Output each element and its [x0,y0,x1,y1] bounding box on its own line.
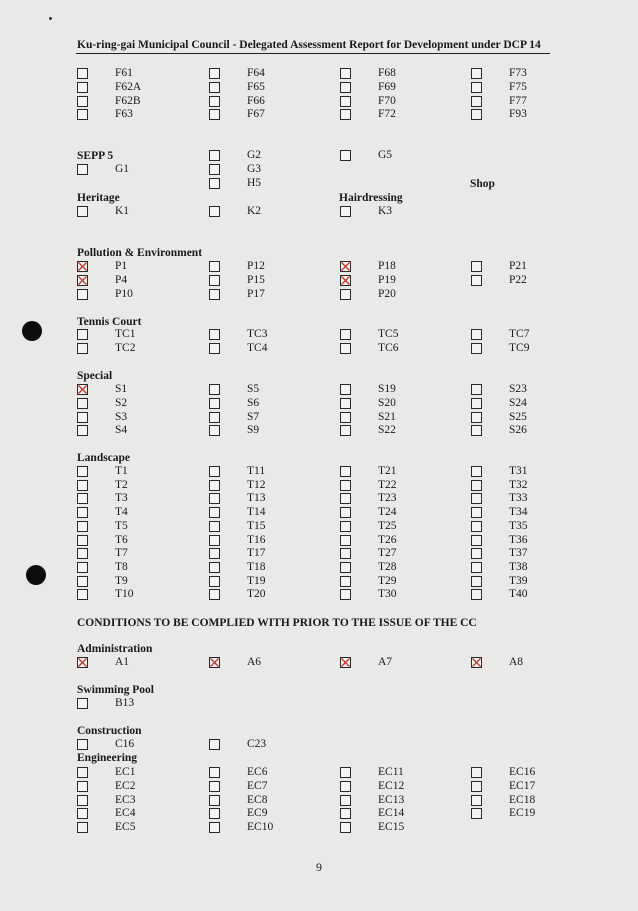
checkbox[interactable] [209,507,220,518]
condition-code: P12 [247,260,265,272]
condition-code: C23 [247,738,267,750]
checkbox[interactable] [471,657,482,668]
condition-code: F67 [247,108,265,120]
condition-code: P18 [378,260,396,272]
condition-code: T7 [115,547,128,559]
checkbox[interactable] [77,96,88,107]
checkbox[interactable] [209,96,220,107]
checkbox[interactable] [340,808,351,819]
condition-code: F62B [115,95,141,107]
condition-code: K1 [115,205,130,217]
condition-code: F68 [378,67,396,79]
condition-code: T3 [115,492,128,504]
heading-tennis-court: Tennis Court [77,316,142,328]
condition-code: T23 [378,492,397,504]
condition-code: EC10 [247,821,274,833]
condition-code: B13 [115,697,135,709]
checkbox[interactable] [340,493,351,504]
checkbox[interactable] [340,275,351,286]
condition-code: F62A [115,81,142,93]
condition-code: S20 [378,397,396,409]
condition-code: TC1 [115,328,136,340]
condition-code: EC1 [115,766,136,778]
checkbox[interactable] [340,398,351,409]
condition-code: TC2 [115,342,136,354]
condition-code: EC8 [247,794,268,806]
checkbox[interactable] [77,329,88,340]
checkbox[interactable] [471,480,482,491]
condition-code: T24 [378,506,397,518]
condition-code: F63 [115,108,133,120]
checkbox[interactable] [340,384,351,395]
x-mark-icon [341,276,350,285]
checkbox[interactable] [471,343,482,354]
condition-code: T25 [378,520,397,532]
heading-landscape: Landscape [77,452,131,464]
condition-code: S19 [378,383,396,395]
checkbox[interactable] [471,261,482,272]
checkbox[interactable] [77,822,88,833]
checkbox[interactable] [209,781,220,792]
checkbox[interactable] [209,535,220,546]
checkbox[interactable] [209,480,220,491]
condition-code: EC14 [378,807,405,819]
condition-code: S3 [115,411,128,423]
x-mark-icon [78,262,87,271]
checkbox[interactable] [209,343,220,354]
condition-code: EC12 [378,780,405,792]
checkbox[interactable] [209,795,220,806]
checkbox[interactable] [471,398,482,409]
checkbox[interactable] [77,698,88,709]
checkbox[interactable] [209,164,220,175]
condition-code: S25 [509,411,527,423]
heading-construction: Construction [77,725,142,737]
condition-code: T9 [115,575,128,587]
checkbox[interactable] [471,384,482,395]
checkbox[interactable] [209,178,220,189]
cc-conditions-title: CONDITIONS TO BE COMPLIED WITH PRIOR TO THE ISSUE OF THE CC [77,617,477,629]
checkbox[interactable] [340,548,351,559]
checkbox[interactable] [340,206,351,217]
condition-code: F69 [378,81,396,93]
checkbox[interactable] [471,589,482,600]
condition-code: T8 [115,561,128,573]
heading-swimming-pool: Swimming Pool [77,684,154,696]
condition-code: P21 [509,260,527,272]
checkbox[interactable] [209,521,220,532]
condition-code: TC4 [247,342,268,354]
checkbox[interactable] [209,109,220,120]
condition-code: T28 [378,561,397,573]
condition-code: T33 [509,492,528,504]
condition-code: T29 [378,575,397,587]
checkbox[interactable] [471,781,482,792]
condition-code: T20 [247,588,266,600]
checkbox[interactable] [340,657,351,668]
checkbox[interactable] [77,767,88,778]
scan-speck [49,17,52,20]
condition-code: F93 [509,108,527,120]
condition-code: TC9 [509,342,530,354]
checkbox[interactable] [77,739,88,750]
checkbox[interactable] [209,82,220,93]
checkbox[interactable] [209,425,220,436]
checkbox[interactable] [340,576,351,587]
condition-code: T31 [509,465,528,477]
condition-code: P10 [115,288,133,300]
checkbox[interactable] [340,68,351,79]
condition-code: T36 [509,534,528,546]
condition-code: EC4 [115,807,136,819]
punch-hole-bottom [26,565,46,585]
checkbox[interactable] [77,808,88,819]
checkbox[interactable] [340,109,351,120]
checkbox[interactable] [340,535,351,546]
checkbox[interactable] [77,589,88,600]
condition-code: T14 [247,506,266,518]
condition-code: TC5 [378,328,399,340]
condition-code: P19 [378,274,396,286]
checkbox[interactable] [340,822,351,833]
condition-code: T32 [509,479,528,491]
condition-code: F73 [509,67,527,79]
checkbox[interactable] [340,781,351,792]
condition-code: S1 [115,383,128,395]
checkbox[interactable] [340,562,351,573]
condition-code: T6 [115,534,128,546]
checkbox[interactable] [209,289,220,300]
checkbox[interactable] [77,109,88,120]
condition-code: T1 [115,465,128,477]
checkbox[interactable] [77,412,88,423]
condition-code: TC3 [247,328,268,340]
checkbox[interactable] [209,275,220,286]
condition-code: F70 [378,95,396,107]
checkbox[interactable] [471,275,482,286]
checkbox[interactable] [77,398,88,409]
checkbox[interactable] [340,589,351,600]
x-mark-icon [78,658,87,667]
condition-code: G1 [115,163,130,175]
condition-code: S6 [247,397,260,409]
condition-code: K3 [378,205,393,217]
condition-code: EC2 [115,780,136,792]
checkbox[interactable] [77,261,88,272]
checkbox[interactable] [340,343,351,354]
condition-code: S5 [247,383,260,395]
checkbox[interactable] [340,480,351,491]
checkbox[interactable] [77,206,88,217]
condition-code: T21 [378,465,397,477]
checkbox[interactable] [77,507,88,518]
checkbox[interactable] [471,82,482,93]
header-rule [76,53,550,54]
checkbox[interactable] [471,96,482,107]
checkbox[interactable] [340,521,351,532]
condition-code: P1 [115,260,128,272]
checkbox[interactable] [209,68,220,79]
checkbox[interactable] [77,480,88,491]
checkbox[interactable] [471,767,482,778]
checkbox[interactable] [471,507,482,518]
condition-code: S7 [247,411,260,423]
heading-engineering: Engineering [77,752,138,764]
condition-code: EC5 [115,821,136,833]
condition-code: S24 [509,397,527,409]
checkbox[interactable] [340,507,351,518]
condition-code: EC13 [378,794,405,806]
checkbox[interactable] [77,657,88,668]
checkbox[interactable] [77,384,88,395]
checkbox[interactable] [77,781,88,792]
condition-code: T37 [509,547,528,559]
checkbox[interactable] [471,521,482,532]
checkbox[interactable] [471,562,482,573]
condition-code: T17 [247,547,266,559]
checkbox[interactable] [77,562,88,573]
checkbox[interactable] [77,521,88,532]
checkbox[interactable] [77,493,88,504]
checkbox[interactable] [209,412,220,423]
condition-code: S23 [509,383,527,395]
checkbox[interactable] [209,808,220,819]
heading-special: Special [77,370,113,382]
condition-code: F77 [509,95,527,107]
checkbox[interactable] [77,343,88,354]
checkbox[interactable] [209,739,220,750]
condition-code: F75 [509,81,527,93]
checkbox[interactable] [340,289,351,300]
condition-code: T18 [247,561,266,573]
condition-code: T4 [115,506,128,518]
condition-code: EC19 [509,807,536,819]
condition-code: EC9 [247,807,268,819]
condition-code: T10 [115,588,134,600]
condition-code: G5 [378,149,393,161]
condition-code: T15 [247,520,266,532]
x-mark-icon [472,658,481,667]
checkbox[interactable] [471,425,482,436]
checkbox[interactable] [471,795,482,806]
condition-code: A6 [247,656,262,668]
condition-code: EC6 [247,766,268,778]
checkbox[interactable] [77,164,88,175]
condition-code: T26 [378,534,397,546]
checkbox[interactable] [77,68,88,79]
condition-code: K2 [247,205,262,217]
condition-code: P22 [509,274,527,286]
condition-code: C16 [115,738,135,750]
checkbox[interactable] [340,412,351,423]
punch-hole-top [22,321,42,341]
condition-code: T35 [509,520,528,532]
condition-code: T16 [247,534,266,546]
checkbox[interactable] [471,808,482,819]
checkbox[interactable] [77,795,88,806]
checkbox[interactable] [77,275,88,286]
checkbox[interactable] [340,96,351,107]
heading-administration: Administration [77,643,153,655]
checkbox[interactable] [471,329,482,340]
report-header: Ku-ring-gai Municipal Council - Delegated Assessment Report for Development under DCP 14 [77,39,541,51]
condition-code: F61 [115,67,133,79]
condition-code: T39 [509,575,528,587]
checkbox[interactable] [209,822,220,833]
checkbox[interactable] [340,795,351,806]
checkbox[interactable] [77,289,88,300]
condition-code: P20 [378,288,396,300]
checkbox[interactable] [209,548,220,559]
condition-code: EC15 [378,821,405,833]
checkbox[interactable] [340,425,351,436]
condition-code: T13 [247,492,266,504]
heading-heritage: Heritage [77,192,120,204]
condition-code: T34 [509,506,528,518]
checkbox[interactable] [77,548,88,559]
checkbox[interactable] [209,767,220,778]
condition-code: H5 [247,177,262,189]
condition-code: TC6 [378,342,399,354]
page-number: 9 [316,860,322,874]
condition-code: S9 [247,424,260,436]
condition-code: G3 [247,163,262,175]
condition-code: S21 [378,411,396,423]
checkbox[interactable] [471,535,482,546]
condition-code: F64 [247,67,265,79]
condition-code: F66 [247,95,265,107]
x-mark-icon [341,262,350,271]
condition-code: T40 [509,588,528,600]
checkbox[interactable] [340,767,351,778]
condition-code: T27 [378,547,397,559]
condition-code: S4 [115,424,128,436]
condition-code: T2 [115,479,128,491]
heading-pollution-environment: Pollution & Environment [77,247,203,259]
checkbox[interactable] [340,466,351,477]
checkbox[interactable] [340,261,351,272]
x-mark-icon [210,658,219,667]
condition-code: P4 [115,274,128,286]
checkbox[interactable] [209,657,220,668]
condition-code: F72 [378,108,396,120]
checkbox[interactable] [77,576,88,587]
condition-code: S26 [509,424,527,436]
heading-hairdressing: Hairdressing [339,192,403,204]
checkbox[interactable] [209,150,220,161]
checkbox[interactable] [209,576,220,587]
condition-code: S2 [115,397,128,409]
condition-code: EC16 [509,766,536,778]
checkbox[interactable] [209,493,220,504]
checkbox[interactable] [471,109,482,120]
heading-sepp5: SEPP 5 [77,150,114,162]
checkbox[interactable] [471,576,482,587]
condition-code: T19 [247,575,266,587]
condition-code: S22 [378,424,396,436]
checkbox[interactable] [209,589,220,600]
checkbox[interactable] [209,261,220,272]
checkbox[interactable] [209,206,220,217]
condition-code: G2 [247,149,262,161]
condition-code: T30 [378,588,397,600]
condition-code: T11 [247,465,266,477]
heading-shop: Shop [470,178,495,190]
checkbox[interactable] [209,384,220,395]
condition-code: T5 [115,520,128,532]
condition-code: T38 [509,561,528,573]
checkbox[interactable] [209,562,220,573]
condition-code: A1 [115,656,130,668]
checkbox[interactable] [77,425,88,436]
x-mark-icon [78,276,87,285]
condition-code: T12 [247,479,266,491]
condition-code: EC17 [509,780,536,792]
condition-code: A8 [509,656,524,668]
checkbox[interactable] [209,398,220,409]
condition-code: EC7 [247,780,268,792]
condition-code: EC3 [115,794,136,806]
checkbox[interactable] [77,82,88,93]
checkbox[interactable] [340,150,351,161]
checkbox[interactable] [471,412,482,423]
checkbox[interactable] [471,548,482,559]
checkbox[interactable] [340,329,351,340]
checkbox[interactable] [209,466,220,477]
checkbox[interactable] [471,466,482,477]
condition-code: TC7 [509,328,530,340]
condition-code: EC11 [378,766,404,778]
checkbox[interactable] [340,82,351,93]
condition-code: P17 [247,288,265,300]
condition-code: T22 [378,479,397,491]
checkbox[interactable] [77,535,88,546]
checkbox[interactable] [471,68,482,79]
condition-code: P15 [247,274,265,286]
x-mark-icon [78,385,87,394]
checkbox[interactable] [209,329,220,340]
condition-code: A7 [378,656,393,668]
checkbox[interactable] [471,493,482,504]
condition-code: F65 [247,81,265,93]
checkbox[interactable] [77,466,88,477]
x-mark-icon [341,658,350,667]
condition-code: EC18 [509,794,536,806]
